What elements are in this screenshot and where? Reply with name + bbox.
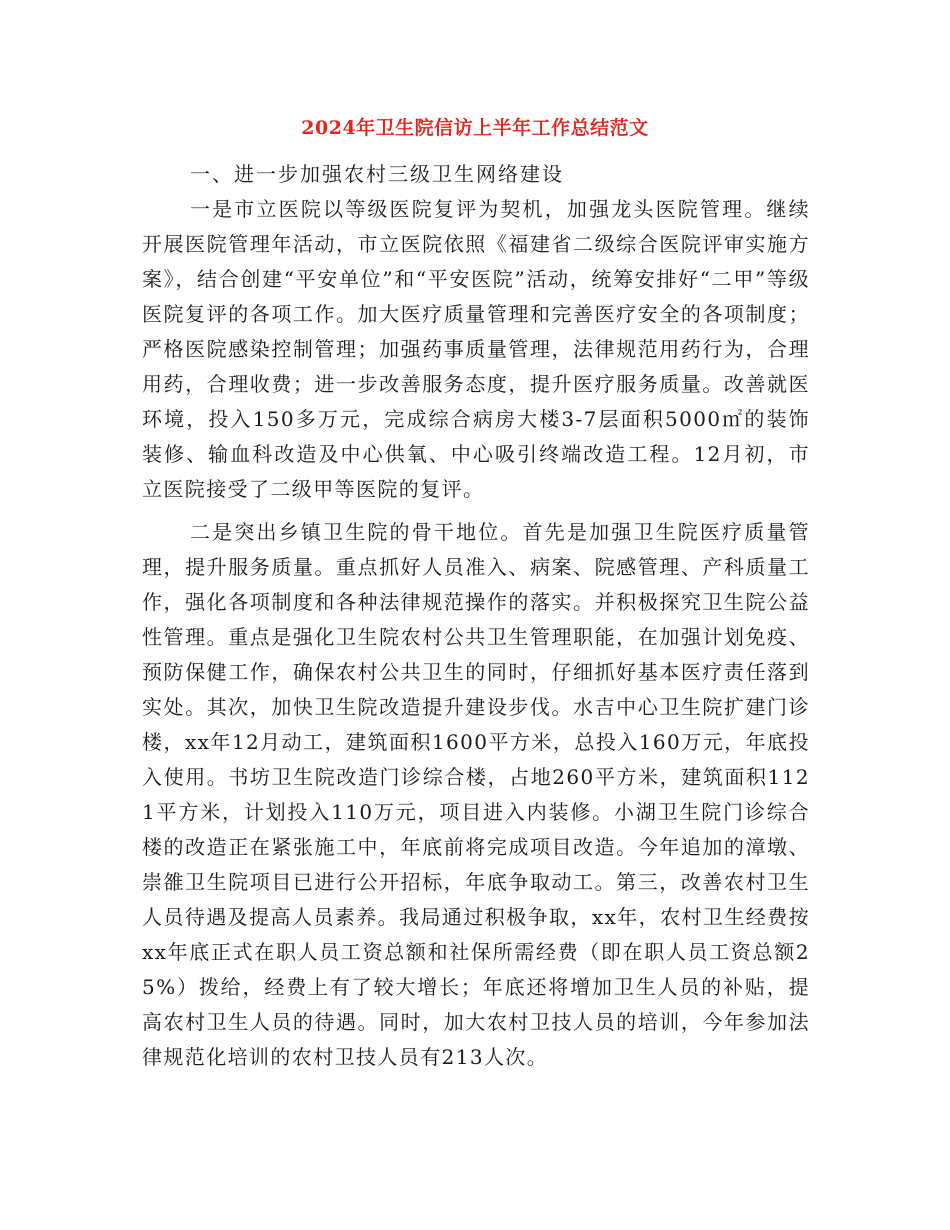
section-heading: 一、进一步加强农村三级卫生网络建设 <box>190 162 564 186</box>
document-title: 2024年卫生院信访上半年工作总结范文 <box>301 117 649 139</box>
document-body <box>142 157 810 1075</box>
paragraph-hospital-management: 一是市立医院以等级医院复评为契机，加强龙头医院管理。继续开展医院管理年活动，市立医院依照《福建省二级综合医院评审实施方案》，结合创建“平安单位”和“平安医院”活动，统筹安排好“二甲”等级医院复评的各项工作。加大医疗质量管理和完善医疗安全的各项制度；严格医院感染控制管理；加强药事质量管理，法律规范用药行为，合理用药，合理收费；进一步改善服务态度，提升医疗服务质量。改善就医环境，投入150多万元，完成综合病房大楼3-7层面积5000㎡的装饰装修、输血科改造及中心供氧、中心吸引终端改造工程。12月初，市立医院接受了二级甲等医院的复评。 <box>142 197 810 501</box>
paragraph-township-health-centers: 二是突出乡镇卫生院的骨干地位。首先是加强卫生院医疗质量管理，提升服务质量。重点抓好人员准入、病案、院感管理、产科质量工作，强化各项制度和各种法律规范操作的落实。并积极探究卫生院公益性管理。重点是强化卫生院农村公共卫生管理职能，在加强计划免疫、预防保健工作，确保农村公共卫生的同时，仔细抓好基本医疗责任落到实处。其次，加快卫生院改造提升建设步伐。水吉中心卫生院扩建门诊楼，xx年12月动工，建筑面积1600平方米，总投入160万元，年底投入使用。书坊卫生院改造门诊综合楼，占地260平方米，建筑面积1121平方米，计划投入110万元，项目进入内装修。小湖卫生院门诊综合楼的改造正在紧张施工中，年底前将完成项目改造。今年追加的漳墩、崇雒卫生院项目已进行公开招标，年底争取动工。第三，改善农村卫生人员待遇及提高人员素养。我局通过积极争取，xx年，农村卫生经费按xx年底正式在职人员工资总额和社保所需经费（即在职人员工资总额25%）拨给，经费上有了较大增长；年底还将增加卫生人员的补贴，提高农村卫生人员的待遇。同时，加大农村卫技人员的培训，今年参加法律规范化培训的农村卫技人员有213人次。 <box>142 520 810 1069</box>
